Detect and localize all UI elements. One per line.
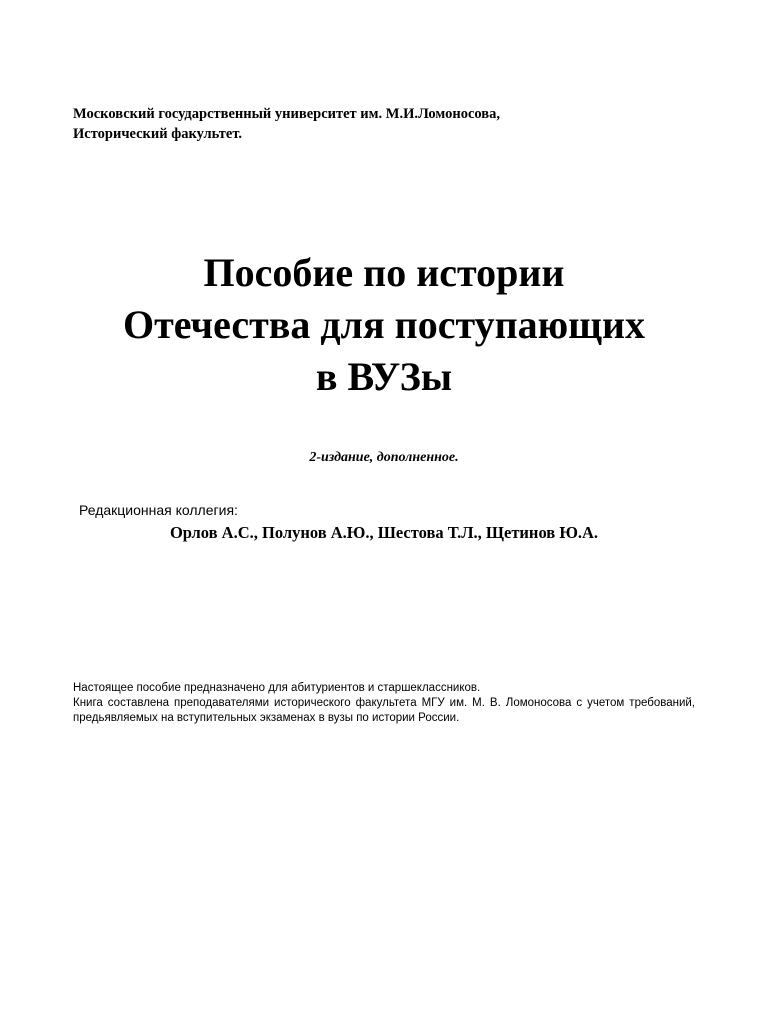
title-line-3: в ВУЗы bbox=[315, 354, 453, 399]
description-authors: Книга составлена преподавателями исторического факультета МГУ им. М. В. Ломоносова с учетом требований, предьявляемых на вступительных экзаменах в вузы по истории России. bbox=[73, 697, 695, 724]
description-audience: Настоящее пособие предназначено для абитуриентов и старшеклассников. bbox=[73, 682, 481, 694]
editorial-board-members: Орлов А.С., Полунов А.Ю., Шестова Т.Л., Щетинов Ю.А. bbox=[169, 523, 599, 542]
book-title bbox=[40, 247, 728, 403]
title-line-1: Пособие по истории bbox=[203, 250, 565, 295]
edition-note: 2-издание, дополненное. bbox=[309, 450, 459, 465]
institution-block bbox=[73, 104, 713, 144]
institution-name: Московский государственный университет им. М.И.Ломоносова, bbox=[73, 106, 500, 122]
faculty-name: Исторический факультет. bbox=[73, 126, 243, 142]
editorial-board-label: Редакционная коллегия: bbox=[79, 502, 238, 518]
title-line-2: Отечества для поступающих bbox=[123, 302, 645, 347]
description-block bbox=[73, 681, 695, 726]
